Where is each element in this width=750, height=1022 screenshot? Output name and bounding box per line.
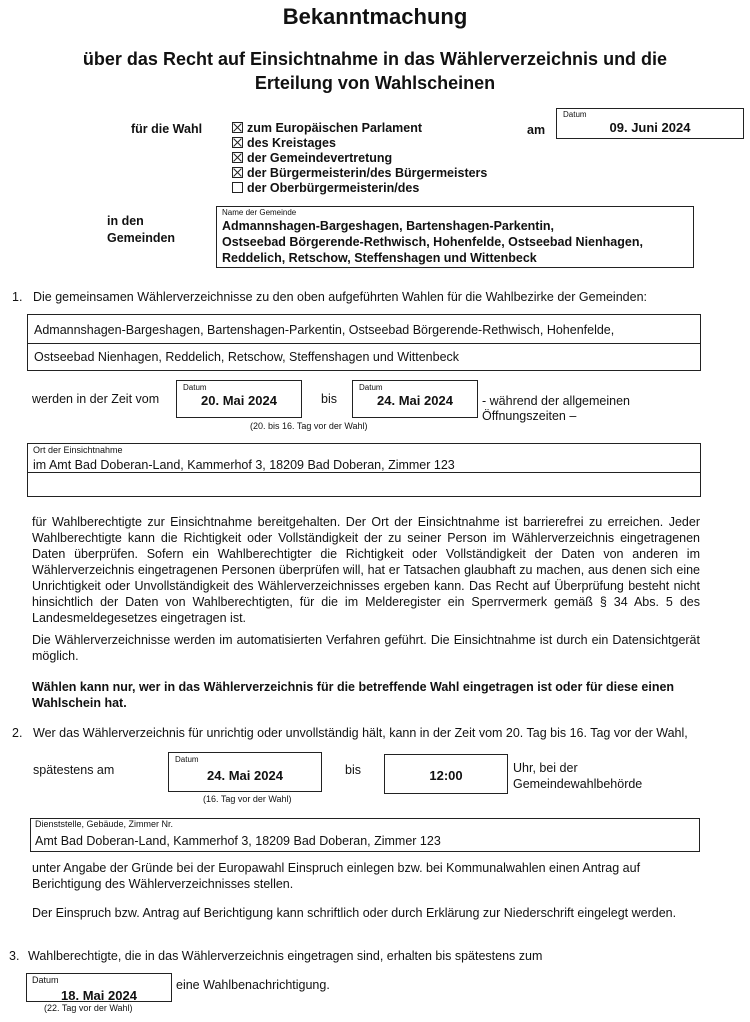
checkbox-checked-icon xyxy=(232,152,243,163)
section3-date-value: 18. Mai 2024 xyxy=(61,988,137,1003)
section2-paragraph2: Der Einspruch bzw. Antrag auf Berichtigung kann schriftlich oder durch Erklärung zur Niederschrift eingelegt werden. xyxy=(32,906,677,920)
section2-paragraph1: unter Angabe der Gründe bei der Europawahl Einspruch einlegen bzw. bei Kommunalwahlen einen Antrag auf Berichtigung des Wählerverzeichnisses stellen. xyxy=(32,861,641,891)
section1-place-field[interactable] xyxy=(27,443,701,497)
election-option-gemeindevertretung[interactable]: der Gemeindevertretung xyxy=(232,151,392,166)
section2-time-value: 12:00 xyxy=(429,768,463,783)
election-option-oberbuergermeister[interactable]: der Oberbürgermeisterin/des xyxy=(232,181,419,196)
section1-paragraph1: für Wahlberechtigte zur Einsichtnahme bereitgehalten. Der Ort der Einsichtnahme ist barrierefrei zu erreichen. Jeder Wahlberechtigte kann die Richtigkeit oder Vollständigkeit der zu seiner Person im Wählerverzeichnis eingetragenen Daten überprüfen. Sofern ein Wahlberechtigter die Richtigkeit oder Vollständigkeit der Daten von anderen im Wählerverzeichnis eingetragenen Personen überprüfen will, hat er Tatsachen glaubhaft zu machen, aus denen sich eine Unrichtigkeit oder Unvollständigkeit des Wählerverzeichnisses ergeben kann. Das Recht auf Überprüfung besteht nicht hinsichtlich der Daten von Wahlberechtigten, für die im Melderegister ein Sperrvermerk gemäß § 34 Abs. 5 des Landesmeldegesetzes eingetragen ist. xyxy=(32,515,700,625)
section1-gemeinden-field[interactable] xyxy=(27,314,701,371)
field-caption: Datum xyxy=(563,110,587,119)
election-date-label: am xyxy=(527,123,546,137)
field-caption: Name der Gemeinde xyxy=(222,208,297,217)
field-caption: Dienststelle, Gebäude, Zimmer Nr. xyxy=(35,819,174,829)
municipalities-line1: Admannshagen-Bargeshagen, Bartenshagen-Parkentin, xyxy=(222,219,555,233)
section3-suffix: eine Wahlbenachrichtigung. xyxy=(176,978,330,992)
section3-date-field[interactable] xyxy=(26,973,172,1002)
section1-paragraph3: Wählen kann nur, wer in das Wählerverzeichnis für die betreffende Wahl eingetragen ist oder für diese einen Wahlschein hat. xyxy=(32,680,675,710)
checkbox-unchecked-icon xyxy=(232,182,243,193)
election-label: für die Wahl xyxy=(131,122,203,136)
section2-latest-label: spätestens am xyxy=(33,763,115,777)
checkbox-checked-icon xyxy=(232,122,243,133)
municipalities-label-line2: Gemeinden xyxy=(107,231,176,245)
section1-suffix-line2: Öffnungszeiten – xyxy=(482,409,577,423)
section2-intro: Wer das Wählerverzeichnis für unrichtig oder unvollständig hält, kann in der Zeit vom 20. Tag bis 16. Tag vor der Wahl, xyxy=(33,726,688,740)
section1-number: 1. xyxy=(12,290,23,304)
election-date-value: 09. Juni 2024 xyxy=(609,120,691,135)
section1-bis: bis xyxy=(321,392,337,406)
municipalities-line2: Ostseebad Börgerende-Rethwisch, Hohenfelde, Ostseebad Nienhagen, xyxy=(222,235,643,249)
checkbox-checked-icon xyxy=(232,137,243,148)
field-caption: Datum xyxy=(359,383,383,392)
election-option-europe[interactable]: zum Europäischen Parlament xyxy=(232,121,422,136)
section1-suffix-line1: - während der allgemeinen xyxy=(482,394,631,408)
election-option-buergermeister[interactable]: der Bürgermeisterin/des Bürgermeisters xyxy=(232,166,487,181)
page-subtitle-line2: Erteilung von Wahlscheinen xyxy=(254,73,496,93)
section2-number: 2. xyxy=(12,726,23,740)
section1-from-date: 20. Mai 2024 xyxy=(201,393,277,408)
page-subtitle-line1: über das Recht auf Einsichtnahme in das Wählerverzeichnis und die xyxy=(82,49,668,69)
field-caption: Ort der Einsichtnahme xyxy=(33,445,123,455)
section1-paragraph2: Die Wählerverzeichnisse werden im automatisierten Verfahren geführt. Die Einsichtnahme ist durch ein Datensichtgerät möglich. xyxy=(32,633,700,663)
municipalities-label-line1: in den xyxy=(107,214,144,228)
checkbox-checked-icon xyxy=(232,167,243,178)
field-caption: Datum xyxy=(183,383,207,392)
municipalities-line3: Reddelich, Retschow, Steffenshagen und Wittenbeck xyxy=(222,251,537,265)
section1-from-date-field[interactable] xyxy=(176,380,302,418)
section2-note: (16. Tag vor der Wahl) xyxy=(203,794,292,804)
page-title: Bekanntmachung xyxy=(282,4,468,29)
section2-suffix-line1: Uhr, bei der xyxy=(513,761,578,775)
section3-number: 3. xyxy=(9,949,20,963)
section1-to-date-field[interactable] xyxy=(352,380,478,418)
section1-to-date: 24. Mai 2024 xyxy=(377,393,453,408)
section2-office-field[interactable] xyxy=(30,818,700,852)
section2-bis: bis xyxy=(345,763,361,777)
section1-note: (20. bis 16. Tag vor der Wahl) xyxy=(250,421,368,431)
section1-gemeinden-line2: Ostseebad Nienhagen, Reddelich, Retschow, Steffenshagen und Wittenbeck xyxy=(34,350,460,364)
section2-time-field[interactable] xyxy=(384,754,508,794)
field-divider xyxy=(28,343,700,344)
field-caption: Datum xyxy=(32,975,59,985)
section1-place-value: im Amt Bad Doberan-Land, Kammerhof 3, 18209 Bad Doberan, Zimmer 123 xyxy=(33,458,455,472)
section2-office-value: Amt Bad Doberan-Land, Kammerhof 3, 18209 Bad Doberan, Zimmer 123 xyxy=(35,834,441,848)
election-date-field[interactable] xyxy=(556,108,744,139)
field-caption: Datum xyxy=(175,755,199,764)
section2-date-field[interactable] xyxy=(168,752,322,792)
municipalities-field[interactable] xyxy=(216,206,694,268)
election-option-kreistag[interactable]: des Kreistages xyxy=(232,136,336,151)
section2-date-value: 24. Mai 2024 xyxy=(207,768,283,783)
section1-period-prefix: werden in der Zeit vom xyxy=(32,392,160,406)
section1-intro: Die gemeinsamen Wählerverzeichnisse zu den oben aufgeführten Wahlen für die Wahlbezirke der Gemeinden: xyxy=(33,290,647,304)
section3-note: (22. Tag vor der Wahl) xyxy=(44,1003,133,1013)
section2-suffix-line2: Gemeindewahlbehörde xyxy=(513,777,643,791)
section1-gemeinden-line1: Admannshagen-Bargeshagen, Bartenshagen-Parkentin, Ostseebad Börgerende-Rethwisch, Hohenfelde, xyxy=(34,323,615,337)
section3-intro: Wahlberechtigte, die in das Wählerverzeichnis eingetragen sind, erhalten bis spätestens zum xyxy=(28,949,543,963)
